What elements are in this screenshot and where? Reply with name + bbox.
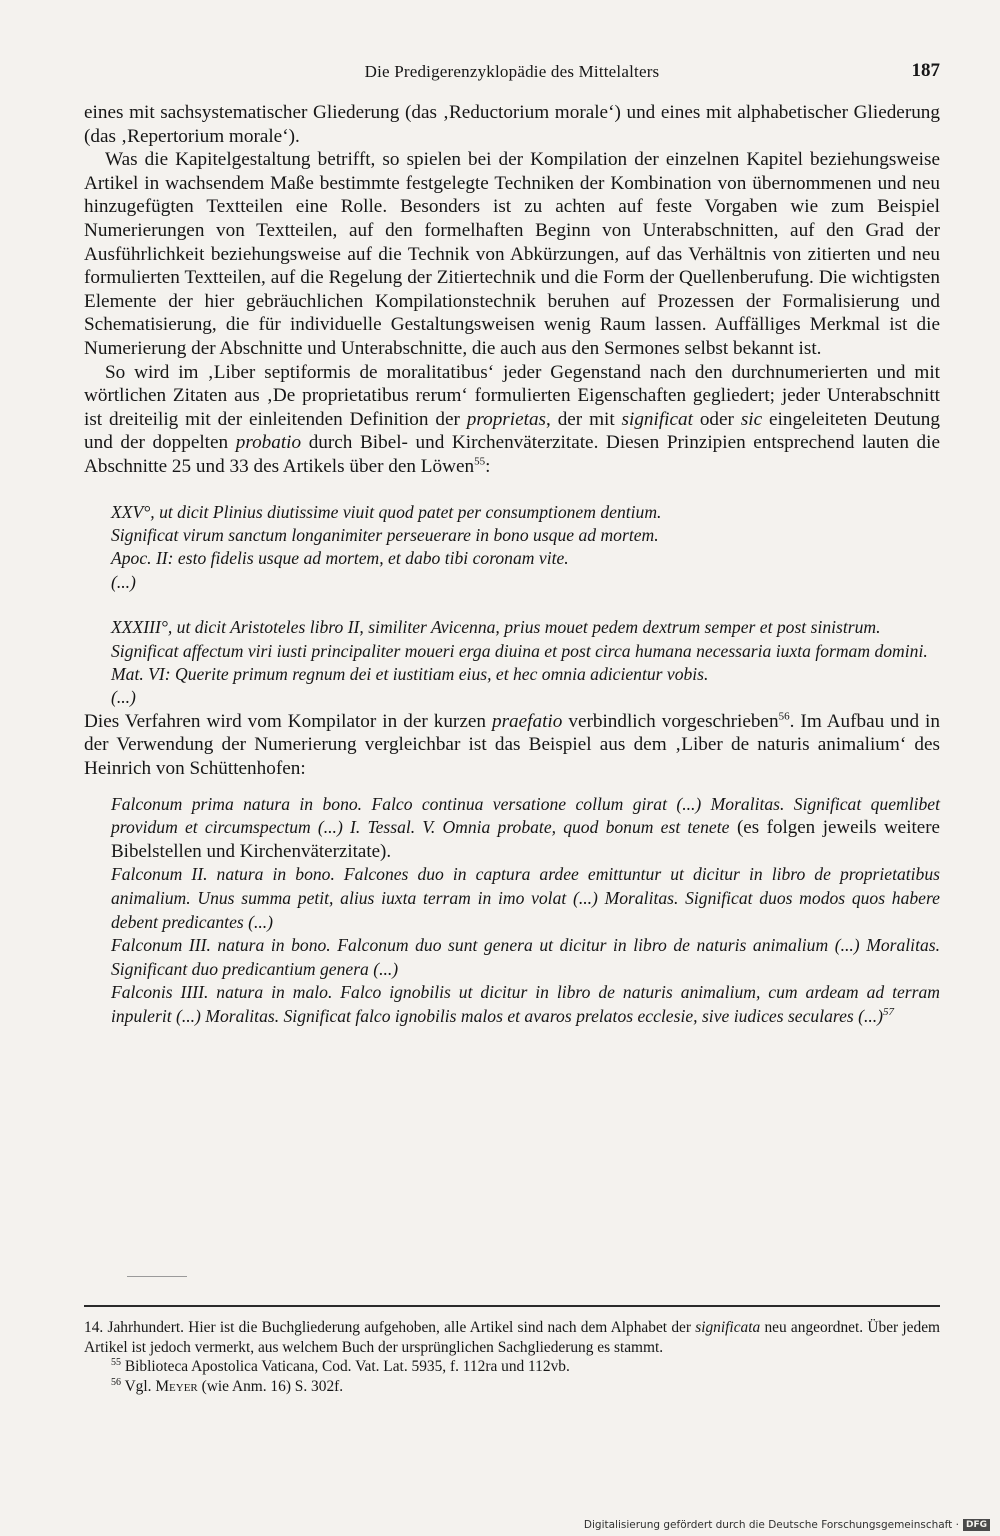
fn14-text-a: 14. Jahrhundert. Hier ist die Buchgliederung aufgehoben, alle Artikel sind nach dem Alphabet der xyxy=(84,1319,696,1336)
p4-text-d: . Im Aufbau und in der Verwendung der Numerierung vergleichbar ist das Beispiel aus dem ‚Liber de naturis animalium‘ des Heinrich von Schüttenhofen: xyxy=(84,710,940,779)
page-number: 187 xyxy=(911,60,940,81)
quote-gap xyxy=(111,594,940,616)
p3-text-g: eingeleiteten Deutung und der doppelten xyxy=(84,408,940,454)
fn14-text-c: neu angeordnet. Über jedem Artikel ist jedoch vermerkt, aus welchem Buch der ursprünglichen Sachgliederung es stammt. xyxy=(84,1319,941,1356)
block-quote-lion xyxy=(111,501,940,710)
falcon-entry-2: Falconum II. natura in bono. Falcones duo in captura ardee emittuntur ut dicitur in libro de proprietatibus animalium. Unus summa petit, alius iuxta terram in imo volat (...) Moralitas. Significat duos modos quos habere debent predicantes (...) xyxy=(111,864,940,932)
p3-text-a: So wird im ‚Liber septiformis de moralitatibus‘ jeder Gegenstand nach den durchnumerierten und mit wörtlichen Zitaten aus ‚De proprietatibus rerum‘ formulierten Eigenschaften gegliedert; jeder Unterabschnitt ist dreiteilig mit der einleitenden Definition der xyxy=(84,361,940,430)
term-significat: significat xyxy=(621,408,693,430)
paragraph-1: eines mit sachsystematischer Gliederung (das ‚Reductorium morale‘) und eines mit alphabetischer Gliederung (das ‚Repertorium morale‘). xyxy=(84,102,940,147)
p3-text-i: durch Bibel- und Kirchenväterzitate. Diesen Prinzipien entsprechend lauten die Abschnitte 25 und 33 des Artikels über den Löwen xyxy=(84,432,940,477)
dfg-logo: DFG xyxy=(963,1519,990,1531)
footnote-number-55: 55 xyxy=(111,1357,121,1369)
quote-line: Significat virum sanctum longanimiter perseuerare in bono usque ad mortem. xyxy=(111,524,659,545)
p4-text-a: Dies Verfahren wird vom Kompilator in der kurzen xyxy=(84,710,492,732)
paragraph-3 xyxy=(84,361,940,479)
term-proprietas: proprietas xyxy=(466,408,547,430)
term-sic: sic xyxy=(740,408,763,430)
credit-text: Digitalisierung gefördert durch die Deutsche Forschungsgemeinschaft · xyxy=(583,1519,959,1531)
falcon-entry-4 xyxy=(111,981,940,1028)
author-name: Meyer xyxy=(155,1377,198,1395)
fn56-text-a: Vgl. xyxy=(121,1377,156,1395)
footnote-divider-short xyxy=(127,1276,187,1277)
p4-text-c: verbindlich vorgeschrieben xyxy=(562,710,779,732)
quote-line: XXXIII°, ut dicit Aristoteles libro II, similiter Avicenna, prius mouet pedem dextrum semper et post sinistrum. xyxy=(111,617,881,638)
footnote-ref-55[interactable]: 55 xyxy=(474,455,486,468)
quote-ellipsis: (...) xyxy=(111,571,136,592)
footnotes xyxy=(84,1318,940,1396)
falcon-entry-1-note: (es folgen jeweils weitere Bibelstellen und Kirchenväterzitate). xyxy=(111,817,940,862)
term-probatio: probatio xyxy=(235,432,302,454)
footnote-56 xyxy=(84,1377,940,1397)
footnote-divider xyxy=(84,1305,940,1307)
footnote-14-continued xyxy=(84,1318,940,1357)
falcon-entry-4-latin: Falconis IIII. natura in malo. Falco ignobilis ut dicitur in libro de naturis animalium, cum ardeam ad terram inpulerit (...) Moralitas. Significat falco ignobilis malos et avaros prelatos ecclesie, sive iudices seculares (...) xyxy=(111,982,940,1026)
p3-text-c: , der mit xyxy=(546,408,622,430)
quote-line: Mat. VI: Querite primum regnum dei et iustitiam eius, et hec omnia adicientur vobis. xyxy=(111,663,709,684)
term-praefatio: praefatio xyxy=(491,710,563,732)
falcon-entry-1 xyxy=(111,793,940,864)
footnote-number-56: 56 xyxy=(111,1376,121,1388)
p3-text-e: oder xyxy=(692,408,741,430)
block-quote-falcon xyxy=(111,793,940,1029)
footnote-55 xyxy=(84,1357,940,1377)
quote-line: XXV°, ut dicit Plinius diutissime viuit quod patet per consumptionem dentium. xyxy=(111,501,662,522)
running-head xyxy=(84,62,940,88)
footnote-ref-56[interactable]: 56 xyxy=(778,710,790,723)
fn56-text-b: (wie Anm. 16) S. 302f. xyxy=(197,1377,344,1395)
falcon-entry-3: Falconum III. natura in bono. Falconum duo sunt genera ut dicitur in libro de naturis animalium (...) Moralitas. Significant duo predicantium genera (...) xyxy=(111,935,940,979)
p3-text-j: : xyxy=(485,455,491,477)
quote-line: Significat affectum viri iusti principaliter moueri erga diuina et post circa humana necessaria iuxta formam domini. xyxy=(111,640,928,661)
paragraph-4 xyxy=(84,710,940,781)
footnote-ref-57[interactable]: 57 xyxy=(883,1006,895,1019)
term-significata: significata xyxy=(695,1319,761,1336)
running-title: Die Predigerenzyklopädie des Mittelalters xyxy=(364,62,660,81)
main-text xyxy=(84,101,940,1028)
falcon-entry-1-latin: Falconum prima natura in bono. Falco continua versatione collum girat (...) Moralitas. Significat quemlibet providum et circumspectum (...) I. Tessal. V. Omnia probate, quod bonum est tenete xyxy=(111,793,940,838)
quote-ellipsis: (...) xyxy=(111,687,136,708)
paragraph-2: Was die Kapitelgestaltung betrifft, so spielen bei der Kompilation der einzelnen Kapitel beziehungsweise Artikel in wachsendem Maße bestimmte festgelegte Techniken der Kombination von übernommenen und neu hinzugefügten Textteilen eine Rolle. Besonders ist zu achten auf feste Vorgaben wie zum Beispiel Numerierungen von Textteilen, auf den formelhaften Beginn von Unterabschnitten, auf den Grad der Ausführlichkeit beziehungsweise auf die Technik von Abkürzungen, auf das Verhältnis von zitierten und neu formulierten Textteilen, auf die Regelung der Zitiertechnik und die Form der Quellenberufung. Die wichtigsten Elemente der hier gebräuchlichen Kompilationstechnik beruhen auf Prozessen der Formalisierung und Schematisierung, die für individuelle Gestaltungsweisen wenig Raum lassen. Auffälliges Merkmal ist die Numerierung der Abschnitte und Unterabschnitte, die auch aus den Sermones selbst bekannt ist. xyxy=(84,149,940,359)
quote-line: Apoc. II: esto fidelis usque ad mortem, et dabo tibi coronam vite. xyxy=(111,548,569,569)
digitization-credit xyxy=(584,1518,990,1532)
fn55-text: Biblioteca Apostolica Vaticana, Cod. Vat. Lat. 5935, f. 112ra und 112vb. xyxy=(121,1358,570,1376)
